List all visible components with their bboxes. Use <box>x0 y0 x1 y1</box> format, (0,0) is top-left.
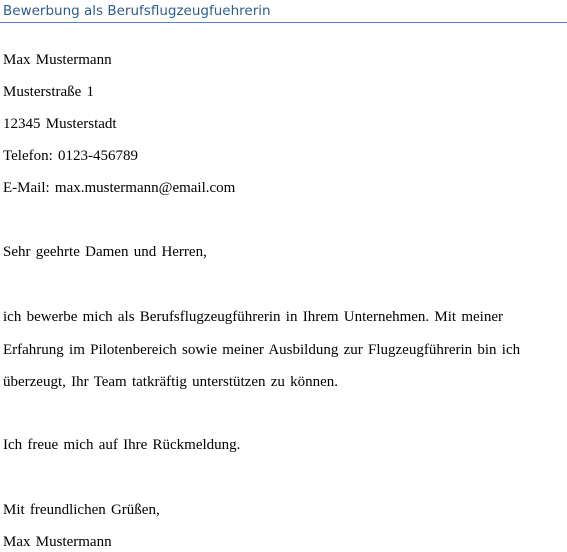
letter-body-line: Erfahrung im Pilotenbereich sowie meiner Ausbildung zur Flugzeugführerin bin ich <box>3 342 521 358</box>
letter-closing-text: Ich freue mich auf Ihre Rückmeldung. <box>3 437 241 453</box>
letter-body-line: ich bewerbe mich als Berufsflugzeugführerin in Ihrem Unternehmen. Mit meiner <box>3 309 503 325</box>
sender-name: Max Mustermann <box>3 52 112 68</box>
letter-closing: Mit freundlichen Grüßen, <box>3 502 160 518</box>
sender-city: 12345 Musterstadt <box>3 116 117 132</box>
letter-salutation: Sehr geehrte Damen und Herren, <box>3 244 207 260</box>
letter-signature: Max Mustermann <box>3 534 112 550</box>
heading-underline <box>0 22 567 23</box>
document-heading: Bewerbung als Berufsflugzeugfuehrerin <box>3 3 271 19</box>
letter-body-line: überzeugt, Ihr Team tatkräftig unterstützen zu können. <box>3 374 339 390</box>
sender-street: Musterstraße 1 <box>3 84 95 100</box>
sender-phone: Telefon: 0123-456789 <box>3 148 139 164</box>
sender-email: E-Mail: max.mustermann@email.com <box>3 180 236 196</box>
